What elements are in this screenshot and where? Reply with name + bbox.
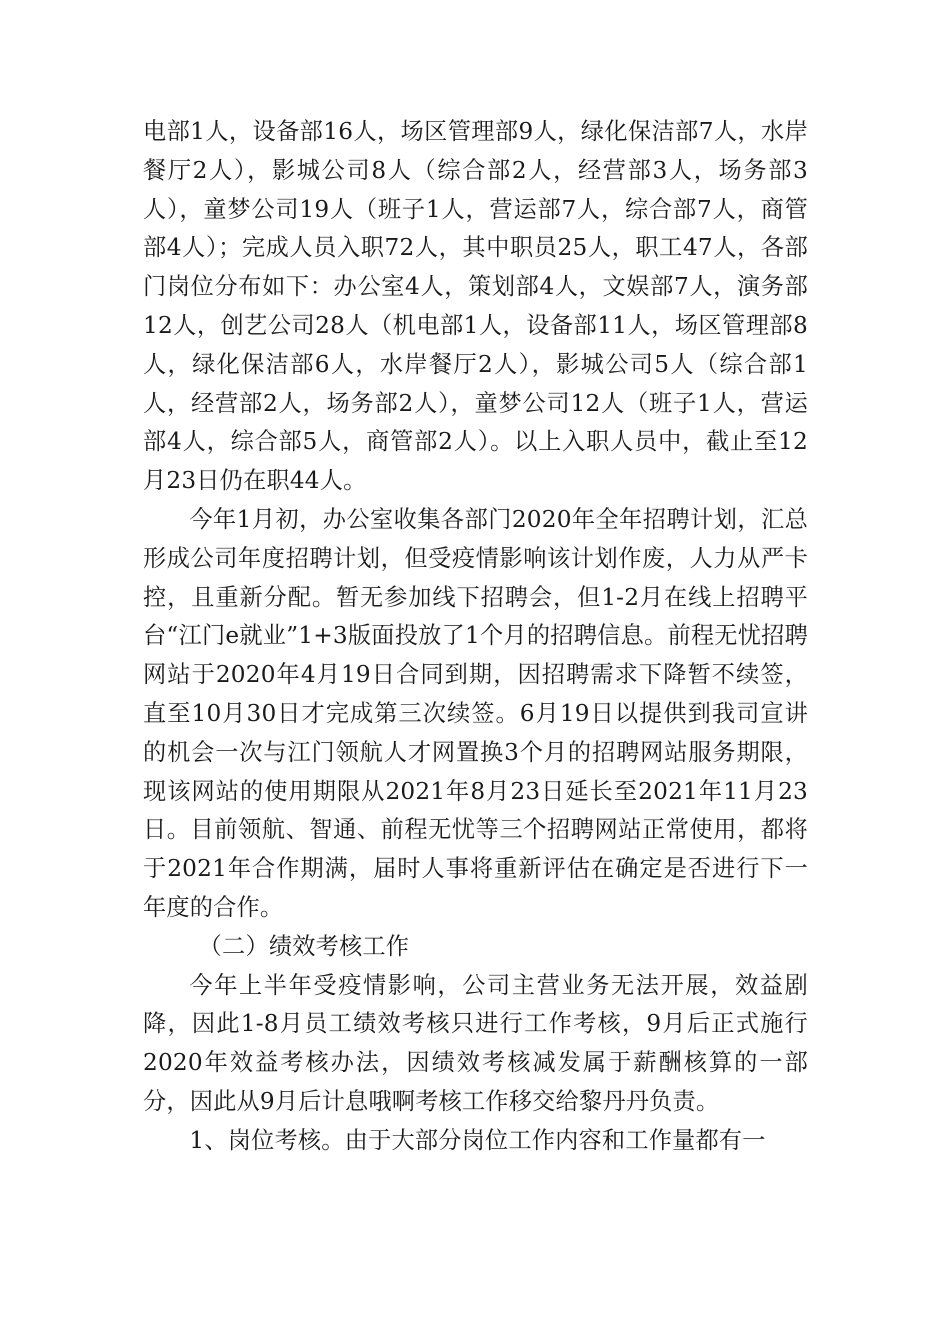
paragraph-performance-review: 今年上半年受疫情影响，公司主营业务无法开展，效益剧降，因此1-8月员工绩效考核只进行工作考核，9月后正式施行2020年效益考核办法，因绩效考核减发属于薪酬核算的一部分，因此从9月后计息哦啊考核工作移交给黎丹丹负责。	[143, 971, 808, 1115]
paragraph-recruitment-plan: 今年1月初，办公室收集各部门2020年全年招聘计划，汇总形成公司年度招聘计划，但受疫情影响该计划作废，人力从严卡控，且重新分配。暂无参加线下招聘会，但1-2月在线上招聘平台“江门e就业”1+3版面投放了1个月的招聘信息。前程无忧招聘网站于2020年4月19日合同到期，因招聘需求下降暂不续签，直至10月30日才完成第三次续签。6月19日以提供到我司宣讲的机会一次与江门领航人才网置换3个月的招聘网站服务期限，现该网站的使用期限从2021年8月23日延长至2021年11月23日。目前领航、智通、前程无忧等三个招聘网站正常使用，都将于2021年合作期满，届时人事将重新评估在确定是否进行下一年度的合作。	[143, 505, 808, 921]
section-heading-performance: （二）绩效考核工作	[198, 932, 410, 960]
paragraph-position-review: 1、岗位考核。由于大部分岗位工作内容和工作量都有一	[189, 1126, 766, 1154]
document-page	[143, 113, 808, 1161]
paragraph-recruitment-summary: 电部1人，设备部16人，场区管理部9人，绿化保洁部7人，水岸餐厅2人），影城公司8人（综合部2人，经营部3人，场务部3人），童梦公司19人（班子1人，营运部7人，综合部7人，商管部4人）；完成人员入职72人，其中职员25人，职工47人，各部门岗位分布如下：办公室4人，策划部4人，文娱部7人，演务部12人，创艺公司28人（机电部1人，设备部11人，场区管理部8人，绿化保洁部6人，水岸餐厅2人），影城公司5人（综合部1人，经营部2人，场务部2人），童梦公司12人（班子1人，营运部4人，综合部5人，商管部2人）。以上入职人员中，截止至12月23日仍在职44人。	[143, 118, 808, 495]
